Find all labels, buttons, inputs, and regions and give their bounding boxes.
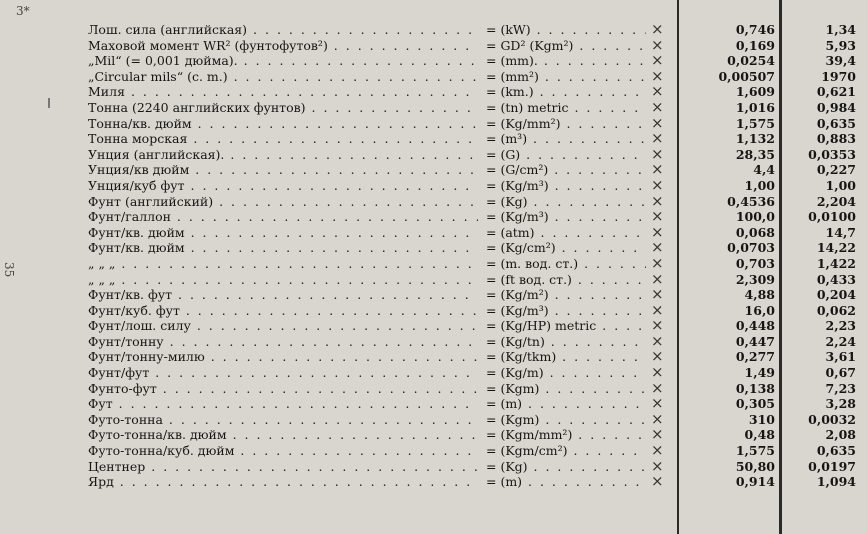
unit-name-cell: Фунт/фут . . .: [88, 365, 478, 381]
table-row: [0, 22, 867, 38]
unit-name-cell: Футо-тонна . . .: [88, 412, 478, 428]
inverse-factor-cell: 3,28: [825, 396, 856, 412]
table-row: [0, 84, 867, 100]
inverse-factor-cell: 1970: [821, 68, 856, 84]
inverse-factor-cell: 1,422: [816, 255, 856, 271]
multiply-mark-icon: ×: [651, 300, 664, 319]
multiply-mark-icon: ×: [651, 456, 664, 475]
unit-symbol-cell: = (m. вод. ст.) . . .: [486, 256, 646, 272]
multiply-mark-icon: ×: [651, 363, 664, 382]
unit-name-cell: Фут . . .: [88, 396, 478, 412]
unit-name-cell: Фунт/галлон . . .: [88, 209, 478, 225]
unit-symbol-cell: = (m) . . .: [486, 396, 646, 412]
inverse-factor-cell: 0,635: [816, 115, 856, 131]
inverse-factor-cell: 5,93: [825, 37, 856, 53]
multiply-mark-icon: ×: [651, 97, 664, 116]
inverse-factor-cell: 2,24: [825, 333, 856, 349]
factor-cell: 100,0: [735, 209, 775, 225]
multiply-mark-icon: ×: [651, 238, 664, 257]
inverse-factor-cell: 1,00: [825, 177, 856, 193]
unit-symbol-cell: = (kW) . . .: [486, 22, 646, 38]
unit-symbol-cell: = (Kgm/cm²) . . .: [486, 443, 646, 459]
unit-name-cell: Футо-тонна/кв. дюйм . . .: [88, 427, 478, 443]
unit-name-cell: Фунт/кв. фут . . .: [88, 287, 478, 303]
table-row: [0, 191, 867, 210]
multiply-mark-icon: ×: [651, 409, 664, 428]
table-row: [0, 409, 867, 428]
unit-name-cell: Унция/кв дюйм . . .: [88, 162, 478, 178]
unit-name-cell: „ „ „ . . .: [88, 256, 478, 272]
factor-cell: 0,48: [744, 427, 775, 443]
factor-cell: 0,169: [735, 37, 775, 53]
unit-name-cell: „ „ „ . . .: [88, 272, 478, 288]
multiply-mark-icon: ×: [651, 35, 664, 54]
table-row: [0, 253, 867, 272]
inverse-factor-cell: 0,204: [816, 287, 856, 303]
factor-cell: 0,138: [735, 380, 775, 396]
factor-cell: 0,447: [735, 333, 775, 349]
table-row: [0, 300, 867, 319]
factor-cell: 0,305: [735, 396, 775, 412]
inverse-factor-cell: 2,204: [816, 193, 856, 209]
multiply-mark-icon: ×: [651, 331, 664, 350]
table-row: [0, 144, 867, 163]
multiply-mark-icon: ×: [651, 441, 664, 460]
unit-symbol-cell: = (tn) metric . . .: [486, 100, 646, 116]
table-row: [0, 456, 867, 475]
unit-name-cell: Фунт/тонну-милю . . .: [88, 349, 478, 365]
table-row: [0, 318, 867, 334]
unit-symbol-cell: = (mm). . . .: [486, 53, 646, 69]
inverse-factor-cell: 14,22: [816, 240, 856, 256]
unit-name-cell: Тонна/кв. дюйм . . .: [88, 116, 478, 132]
unit-name-cell: Футо-тонна/куб. дюйм . . .: [88, 443, 478, 459]
table-row: [0, 427, 867, 443]
factor-cell: 1,575: [735, 443, 775, 459]
factor-cell: 0,277: [735, 349, 775, 365]
table-row: [0, 474, 867, 490]
factor-cell: 0,0254: [727, 53, 775, 69]
factor-cell: 0,703: [735, 255, 775, 271]
unit-symbol-cell: = (mm²) . . .: [486, 69, 646, 85]
multiply-mark-icon: ×: [651, 66, 664, 85]
unit-name-cell: Лош. сила (английская) . . .: [88, 22, 478, 38]
inverse-factor-cell: 0,984: [816, 99, 856, 115]
table-row: [0, 331, 867, 350]
factor-cell: 0,00507: [718, 68, 775, 84]
factor-cell: 1,016: [735, 99, 775, 115]
factor-cell: 28,35: [735, 146, 775, 162]
inverse-factor-cell: 39,4: [825, 53, 856, 69]
unit-name-cell: Центнер . . .: [88, 459, 478, 475]
inverse-factor-cell: 7,23: [825, 380, 856, 396]
unit-name-cell: Унция (английская). . . .: [88, 147, 478, 163]
unit-symbol-cell: = (G/cm²) . . .: [486, 162, 646, 178]
unit-name-cell: Тонна морская . . .: [88, 131, 478, 147]
unit-symbol-cell: = (Kg/m²) . . .: [486, 287, 646, 303]
conversion-table: [0, 22, 867, 490]
factor-cell: 16,0: [744, 302, 775, 318]
table-row: [0, 443, 867, 459]
multiply-mark-icon: ×: [651, 425, 664, 444]
multiply-mark-icon: ×: [651, 175, 664, 194]
multiply-mark-icon: ×: [651, 191, 664, 210]
inverse-factor-cell: 0,062: [816, 302, 856, 318]
table-row: [0, 53, 867, 69]
inverse-factor-cell: 0,0197: [808, 458, 856, 474]
unit-symbol-cell: = (m³) . . .: [486, 131, 646, 147]
inverse-factor-cell: 0,227: [816, 162, 856, 178]
unit-name-cell: Фунт/кв. дюйм . . .: [88, 225, 478, 241]
multiply-mark-icon: ×: [651, 378, 664, 397]
multiply-mark-icon: ×: [651, 82, 664, 101]
unit-symbol-cell: = (Kgm/mm²) . . .: [486, 427, 646, 443]
inverse-factor-cell: 1,094: [816, 474, 856, 490]
table-row: [0, 162, 867, 178]
inverse-factor-cell: 0,0353: [808, 146, 856, 162]
table-row: [0, 113, 867, 132]
table-row: [0, 222, 867, 241]
factor-cell: 1,575: [735, 115, 775, 131]
table-row: [0, 240, 867, 256]
page-number: 35: [2, 262, 16, 278]
inverse-factor-cell: 2,08: [825, 427, 856, 443]
table-row: [0, 287, 867, 303]
unit-symbol-cell: = (G) . . .: [486, 147, 646, 163]
inverse-factor-cell: 0,433: [816, 271, 856, 287]
multiply-mark-icon: ×: [651, 20, 664, 38]
multiply-mark-icon: ×: [651, 113, 664, 132]
unit-name-cell: Фунт/лош. силу . . .: [88, 318, 478, 334]
unit-symbol-cell: = (ft вод. ст.) . . .: [486, 272, 646, 288]
factor-cell: 0,914: [735, 474, 775, 490]
unit-name-cell: Ярд . . .: [88, 474, 478, 490]
unit-symbol-cell: = (Kg/tn) . . .: [486, 334, 646, 350]
unit-symbol-cell: = (Kg/HP) metric . . .: [486, 318, 646, 334]
table-row: [0, 35, 867, 54]
factor-cell: 1,00: [744, 177, 775, 193]
inverse-factor-cell: 2,23: [825, 318, 856, 334]
multiply-mark-icon: ×: [651, 51, 664, 70]
multiply-mark-icon: ×: [651, 253, 664, 272]
factor-cell: 4,88: [744, 287, 775, 303]
unit-symbol-cell: = (Kgm) . . .: [486, 412, 646, 428]
unit-name-cell: Миля . . .: [88, 84, 478, 100]
factor-cell: 1,132: [735, 131, 775, 147]
inverse-factor-cell: 3,61: [825, 349, 856, 365]
multiply-mark-icon: ×: [651, 129, 664, 148]
factor-cell: 0,746: [735, 22, 775, 37]
page-mark-top: 3*: [16, 4, 30, 18]
factor-cell: 0,068: [735, 224, 775, 240]
multiply-mark-icon: ×: [651, 207, 664, 226]
unit-symbol-cell: = GD² (Kgm²) . . .: [486, 38, 646, 54]
multiply-mark-icon: ×: [651, 472, 664, 491]
table-row: [0, 396, 867, 412]
unit-symbol-cell: = (m) . . .: [486, 474, 646, 490]
factor-cell: 1,49: [744, 365, 775, 381]
factor-cell: 1,609: [735, 84, 775, 100]
unit-symbol-cell: = (Kgm) . . .: [486, 381, 646, 397]
factor-cell: 4,4: [753, 162, 775, 178]
unit-name-cell: Фунт (английский) . . .: [88, 194, 478, 210]
unit-name-cell: Фунт/куб. фут . . .: [88, 303, 478, 319]
multiply-mark-icon: ×: [651, 222, 664, 241]
table-row: [0, 131, 867, 147]
unit-name-cell: „Mil“ (= 0,001 дюйма). . . .: [88, 53, 478, 69]
unit-symbol-cell: = (km.) . . .: [486, 84, 646, 100]
factor-cell: 2,309: [735, 271, 775, 287]
unit-symbol-cell: = (Kg/tkm) . . .: [486, 349, 646, 365]
multiply-mark-icon: ×: [651, 160, 664, 179]
unit-symbol-cell: = (Kg) . . .: [486, 459, 646, 475]
unit-symbol-cell: = (Kg/m³) . . .: [486, 209, 646, 225]
unit-name-cell: Фунто-фут . . .: [88, 381, 478, 397]
multiply-mark-icon: ×: [651, 285, 664, 304]
table-row: [0, 209, 867, 225]
unit-symbol-cell: = (Kg/m³) . . .: [486, 178, 646, 194]
unit-name-cell: „Circular mils“ (c. m.) . . .: [88, 69, 478, 85]
multiply-mark-icon: ×: [651, 269, 664, 288]
inverse-factor-cell: 0,635: [816, 443, 856, 459]
unit-name-cell: Маховой момент WR² (фунтофутов²) . . .: [88, 38, 478, 54]
unit-name-cell: Фунт/тонну . . .: [88, 334, 478, 350]
multiply-mark-icon: ×: [651, 347, 664, 366]
table-row: [0, 175, 867, 194]
inverse-factor-cell: 0,0100: [808, 209, 856, 225]
table-row: [0, 97, 867, 116]
unit-symbol-cell: = (Kg/cm²) . . .: [486, 240, 646, 256]
multiply-mark-icon: ×: [651, 316, 664, 335]
multiply-mark-icon: ×: [651, 394, 664, 413]
multiply-mark-icon: ×: [651, 144, 664, 163]
unit-name-cell: Унция/куб фут . . .: [88, 178, 478, 194]
table-row: [0, 365, 867, 381]
unit-name-cell: Фунт/кв. дюйм . . .: [88, 240, 478, 256]
factor-cell: 310: [748, 411, 775, 427]
unit-symbol-cell: = (Kg/m³) . . .: [486, 303, 646, 319]
unit-symbol-cell: = (Kg/mm²) . . .: [486, 116, 646, 132]
unit-symbol-cell: = (Kg/m) . . .: [486, 365, 646, 381]
inverse-factor-cell: 0,621: [816, 84, 856, 100]
table-row: [0, 349, 867, 365]
unit-symbol-cell: = (atm) . . .: [486, 225, 646, 241]
unit-name-cell: Тонна (2240 английских фунтов) . . .: [88, 100, 478, 116]
inverse-factor-cell: 1,34: [825, 22, 856, 37]
table-row: [0, 66, 867, 85]
table-row: [0, 378, 867, 397]
inverse-factor-cell: 14,7: [825, 224, 856, 240]
inverse-factor-cell: 0,883: [816, 131, 856, 147]
factor-cell: 0,0703: [727, 240, 775, 256]
factor-cell: 50,80: [735, 458, 775, 474]
inverse-factor-cell: 0,0032: [808, 411, 856, 427]
inverse-factor-cell: 0,67: [825, 365, 856, 381]
factor-cell: 0,448: [735, 318, 775, 334]
unit-symbol-cell: = (Kg) . . .: [486, 194, 646, 210]
factor-cell: 0,4536: [727, 193, 775, 209]
